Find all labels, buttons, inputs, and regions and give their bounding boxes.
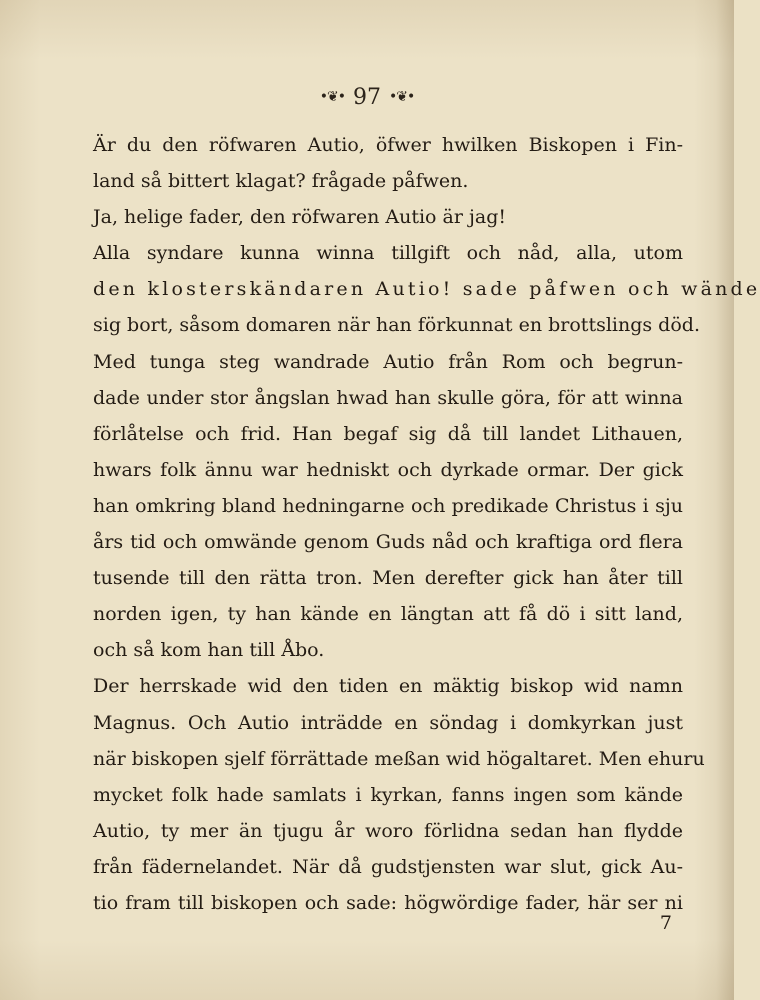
text-line: dade under stor ångslan hwad han skulle göra, för att winna (93, 386, 683, 409)
page-number: 97 (353, 84, 381, 110)
text-line: Är du den röfwaren Autio, öfwer hwilken Biskopen i Fin- (93, 134, 683, 156)
text-line: års tid och omwände genom Guds nåd och kraftiga ord flera (93, 531, 683, 554)
text-line: Med tunga steg wandrade Autio från Rom och begrun- (93, 350, 683, 373)
text-line: land så bittert klagat? frågade påfwen. (93, 170, 469, 193)
text-line: mycket folk hade samlats i kyrkan, fanns ingen som kände (93, 783, 683, 806)
text-line: den klosterskändaren Autio! sade påfwen och wände (93, 278, 760, 301)
text-line: norden igen, ty han kände en längtan att få dö i sitt land, (93, 603, 683, 626)
text-line: från fädernelandet. När då gudstjensten war slut, gick Au- (93, 855, 683, 878)
text-line: Alla syndare kunna winna tillgift och nåd, alla, utom (93, 242, 683, 265)
text-line: när biskopen sjelf förrättade meßan wid högaltaret. Men ehuru (93, 747, 705, 770)
signature-mark: 7 (659, 912, 672, 934)
right-ornament-icon: •❦• (389, 89, 415, 105)
body-text (93, 127, 760, 921)
text-line: Der herrskade wid den tiden en mäktig biskop wid namn (93, 675, 683, 698)
text-line: Magnus. Och Autio inträdde en söndag i domkyrkan just (93, 711, 683, 734)
text-line: förlåtelse och frid. Han begaf sig då till landet Lithauen, (93, 422, 683, 445)
text-line: Autio, ty mer än tjugu år woro förlidna sedan han flydde (93, 819, 683, 842)
page-header (0, 80, 734, 114)
text-line: tusende till den rätta tron. Men derefter gick han åter till (93, 567, 683, 590)
text-line: sig bort, såsom domaren när han förkunnat en brottslings död. (93, 314, 700, 337)
text-line: hwars folk ännu war hedniskt och dyrkade ormar. Der gick (93, 458, 683, 481)
text-line: Ja, helige fader, den röfwaren Autio är jag! (93, 206, 506, 229)
text-line: han omkring bland hedningarne och predikade Christus i sju (93, 494, 683, 517)
text-line: tio fram till biskopen och sade: högwördige fader, här ser ni (93, 891, 683, 914)
left-ornament-icon: •❦• (319, 89, 345, 105)
text-line: och så kom han till Åbo. (93, 639, 325, 662)
